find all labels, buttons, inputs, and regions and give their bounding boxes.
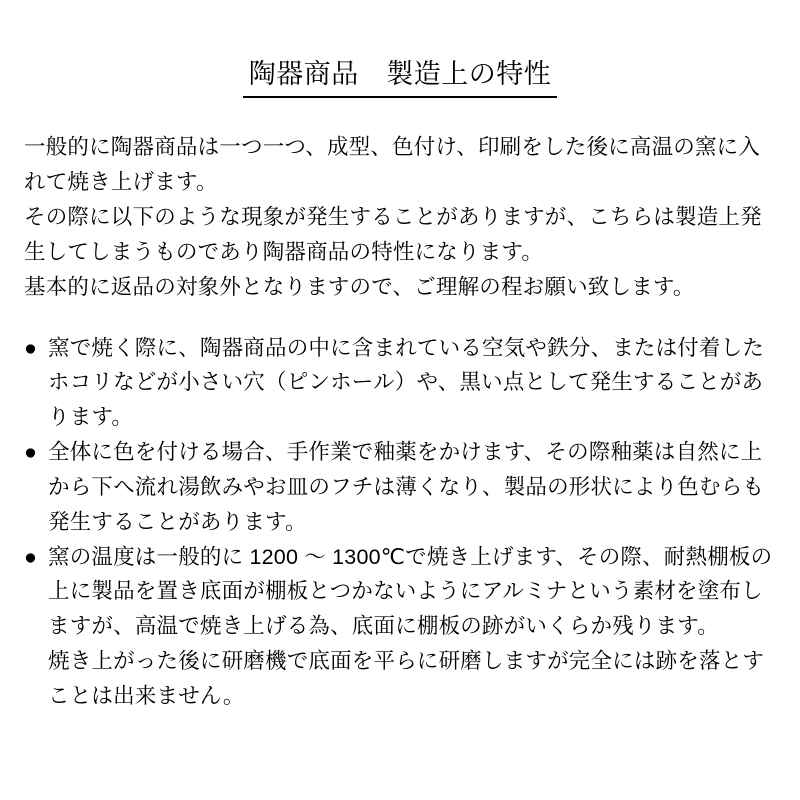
page-title-text: 陶器商品 製造上の特性: [243, 56, 558, 98]
list-item-text: 窯で焼く際に、陶器商品の中に含まれている空気や鉄分、または付着したホコリなどが小さい穴（ピンホール）や、黒い点として発生することがあります。: [48, 335, 765, 430]
bullet-marker-icon: ●: [24, 544, 38, 569]
bullet-marker-icon: ●: [24, 335, 38, 360]
bullet-marker-icon: ●: [24, 440, 38, 465]
list-item: [24, 331, 776, 435]
bullet-list: [24, 331, 776, 714]
list-item: [24, 435, 776, 539]
intro-section: [24, 130, 776, 304]
intro-paragraph-1: 一般的に陶器商品は一つ一つ、成型、色付け、印刷をした後に高温の窯に入れて焼き上げます。: [24, 135, 761, 195]
intro-paragraph-2: その際に以下のような現象が発生することがありますが、こちらは製造上発生してしまうものであり陶器商品の特性になります。: [24, 205, 762, 264]
intro-paragraph-3: 基本的に返品の対象外となりますので、ご理解の程お願い致します。: [24, 274, 695, 299]
page-title: [24, 56, 776, 104]
list-item: [24, 540, 776, 644]
list-item-text: 窯の温度は一般的に 1200 ～ 1300℃で焼き上げます、その際、耐熱棚板の上に製品を置き底面が棚板とつかないようにアルミナという素材を塗布しますが、高温で焼き上げる為、底面に棚板の跡がいくらか残ります。: [48, 544, 773, 639]
closing-paragraph: 焼き上がった後に研磨機で底面を平らに研磨しますが完全には跡を落とすことは出来ません。: [48, 649, 765, 708]
list-item-text: 全体に色を付ける場合、手作業で釉薬をかけます、その際釉薬は自然に上から下へ流れ湯飲みやお皿のフチは薄くなり、製品の形状により色むらも発生することがあります。: [48, 440, 765, 534]
